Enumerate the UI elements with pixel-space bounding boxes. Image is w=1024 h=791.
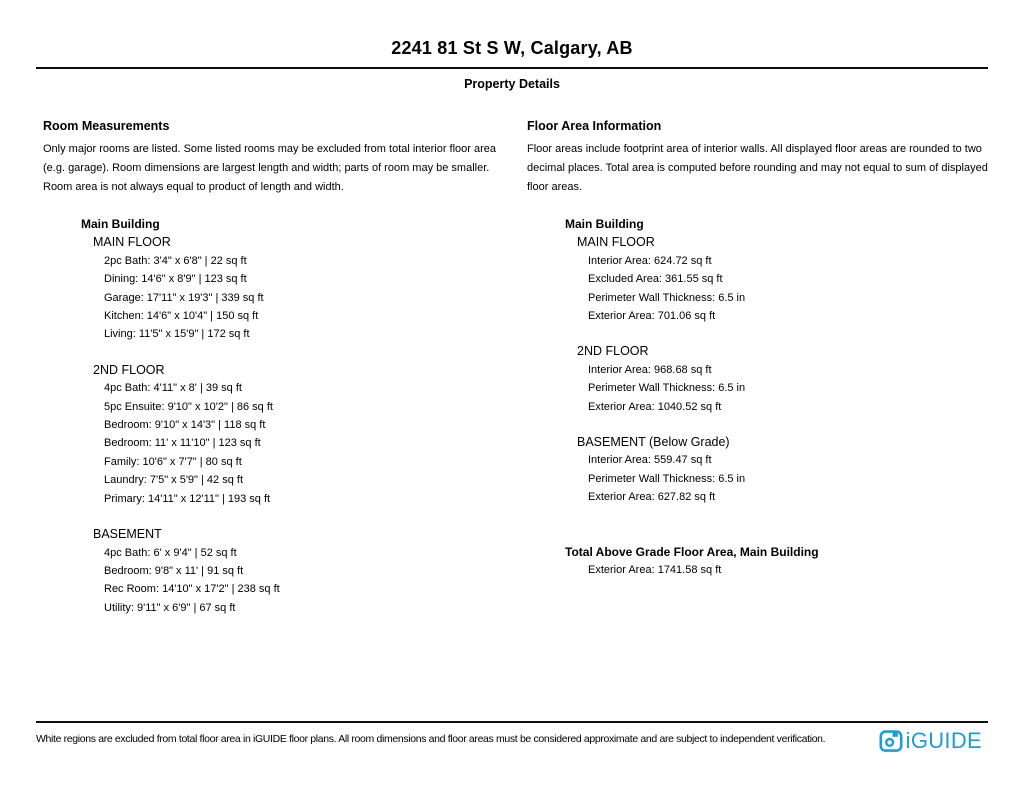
area-line: Excluded Area: 361.55 sq ft xyxy=(588,273,723,286)
room-measurements-section xyxy=(43,119,527,617)
room-line: 4pc Bath: 6' x 9'4" | 52 sq ft xyxy=(104,546,237,559)
total-exterior-area: Exterior Area: 1741.58 sq ft xyxy=(588,564,722,577)
room-measurements-description: Only major rooms are listed. Some listed rooms may be excluded from total interior floor area (e.g. garage). Room dimensions are largest length and width; parts of room may be smaller. Room area is not always equal to product of length and width. xyxy=(43,143,497,193)
room-line: Bedroom: 9'10" x 14'3" | 118 sq ft xyxy=(104,419,266,432)
floor-name: BASEMENT (Below Grade) xyxy=(577,435,730,450)
header-divider xyxy=(36,67,988,69)
floor-name: MAIN FLOOR xyxy=(577,235,655,250)
area-line: Exterior Area: 627.82 sq ft xyxy=(588,491,716,504)
content-columns xyxy=(0,119,1024,617)
room-measurements-heading: Room Measurements xyxy=(43,119,170,133)
area-line: Exterior Area: 1040.52 sq ft xyxy=(588,400,722,413)
room-line: Rec Room: 14'10" x 17'2" | 238 sq ft xyxy=(104,583,280,596)
room-line: 5pc Ensuite: 9'10" x 10'2" | 86 sq ft xyxy=(104,400,273,413)
area-line: Perimeter Wall Thickness: 6.5 in xyxy=(588,382,746,395)
area-line: Interior Area: 624.72 sq ft xyxy=(588,254,712,267)
floor-group xyxy=(577,433,997,507)
area-line: Perimeter Wall Thickness: 6.5 in xyxy=(588,472,746,485)
footer-disclaimer: White regions are excluded from total floor area in iGUIDE floor plans. All room dimensions and floor areas must be considered approximate and are subject to independent verification. xyxy=(36,733,826,745)
room-line: Garage: 17'11" x 19'3" | 339 sq ft xyxy=(104,291,264,304)
floor-name: 2ND FLOOR xyxy=(577,344,649,359)
room-line: Kitchen: 14'6" x 10'4" | 150 sq ft xyxy=(104,310,259,323)
floor-group xyxy=(577,233,997,325)
floor-name: 2ND FLOOR xyxy=(93,362,165,377)
floor-name: MAIN FLOOR xyxy=(93,235,171,250)
area-line: Interior Area: 559.47 sq ft xyxy=(588,454,712,467)
area-line: Exterior Area: 701.06 sq ft xyxy=(588,310,716,323)
area-line: Interior Area: 968.68 sq ft xyxy=(588,363,712,376)
room-line: Family: 10'6" x 7'7" | 80 sq ft xyxy=(104,455,242,468)
room-line: 4pc Bath: 4'11" x 8' | 39 sq ft xyxy=(104,382,242,395)
floor-group xyxy=(93,525,527,617)
total-above-grade-section xyxy=(527,543,997,580)
floor-group xyxy=(93,233,527,343)
floor-area-floors xyxy=(577,233,997,506)
room-line: Laundry: 7'5" x 5'9" | 42 sq ft xyxy=(104,474,244,487)
room-line: Bedroom: 11' x 11'10" | 123 sq ft xyxy=(104,437,261,450)
camera-icon xyxy=(879,729,903,753)
room-line: Primary: 14'11" x 12'11" | 193 sq ft xyxy=(104,492,271,505)
area-line: Perimeter Wall Thickness: 6.5 in xyxy=(588,291,746,304)
floor-area-description: Floor areas include footprint area of interior walls. All displayed floor areas are rounded to two decimal places. Total area is computed before rounding and may not equal to sum of displayed floor areas. xyxy=(527,143,988,193)
page-footer xyxy=(36,721,988,753)
floor-area-heading: Floor Area Information xyxy=(527,119,662,133)
room-line: Living: 11'5" x 15'9" | 172 sq ft xyxy=(104,328,250,341)
iguide-logo-text: iGUIDE xyxy=(905,728,982,753)
floor-area-information-section xyxy=(527,119,997,617)
room-measurements-floors xyxy=(93,233,527,617)
floor-group xyxy=(93,361,527,508)
room-line: Utility: 9'11" x 6'9" | 67 sq ft xyxy=(104,601,236,614)
room-line: Dining: 14'6" x 8'9" | 123 sq ft xyxy=(104,273,247,286)
page-title: 2241 81 St S W, Calgary, AB xyxy=(391,38,633,58)
floor-name: BASEMENT xyxy=(93,527,162,542)
page-subtitle: Property Details xyxy=(464,77,560,91)
building-name: Main Building xyxy=(81,217,160,231)
floor-group xyxy=(577,342,997,416)
room-line: Bedroom: 9'8" x 11' | 91 sq ft xyxy=(104,564,244,577)
building-name: Main Building xyxy=(565,217,644,231)
room-line: 2pc Bath: 3'4" x 6'8" | 22 sq ft xyxy=(104,254,247,267)
total-above-grade-heading: Total Above Grade Floor Area, Main Building xyxy=(565,544,819,559)
iguide-logo xyxy=(879,729,982,753)
